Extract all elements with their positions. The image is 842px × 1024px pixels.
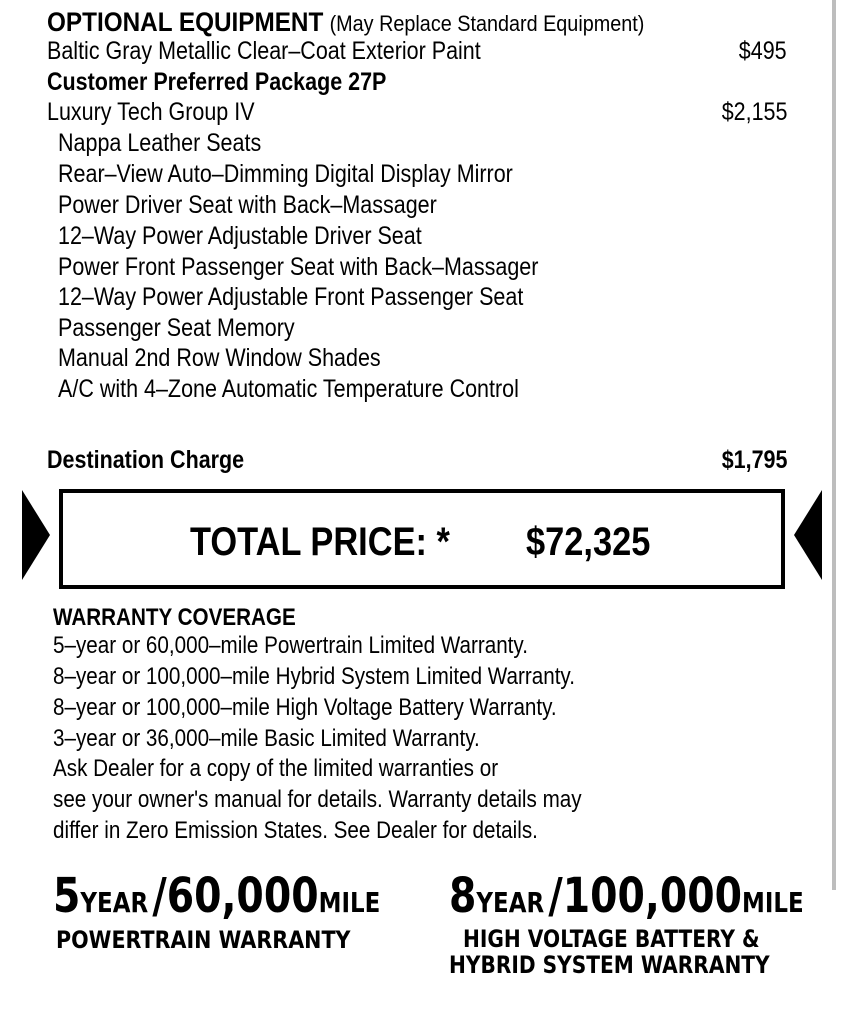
group-item: A/C with 4–Zone Automatic Temperature Control <box>58 375 519 403</box>
battery-warranty-caption-line1: HIGH VOLTAGE BATTERY & <box>463 925 760 953</box>
warranty-line: 8–year or 100,000–mile Hybrid System Limited Warranty. <box>53 663 575 690</box>
badge-mile-word: MILE <box>741 886 804 919</box>
group-price: $2,155 <box>721 98 787 126</box>
optional-equipment-subtitle: (May Replace Standard Equipment) <box>329 11 645 36</box>
group-item: Rear–View Auto–Dimming Digital Display Mirror <box>58 160 513 188</box>
badge-years: 5 <box>53 868 81 924</box>
group-item: Power Driver Seat with Back–Massager <box>58 191 437 219</box>
group-item: Nappa Leather Seats <box>58 129 262 157</box>
group-item: Power Front Passenger Seat with Back–Massager <box>58 253 539 281</box>
total-price-value: $72,325 <box>526 520 651 564</box>
badge-mile-word: MILE <box>318 886 381 919</box>
warranty-line: see your owner's manual for details. Warranty details may <box>53 786 582 813</box>
group-item: 12–Way Power Adjustable Driver Seat <box>58 222 422 250</box>
powertrain-warranty-caption: POWERTRAIN WARRANTY <box>56 926 351 954</box>
destination-charge-label: Destination Charge <box>47 446 245 474</box>
battery-warranty-caption-line2: HYBRID SYSTEM WARRANTY <box>449 951 770 979</box>
optional-equipment-header <box>47 7 711 39</box>
warranty-line: 3–year or 36,000–mile Basic Limited Warranty. <box>53 725 480 752</box>
optional-equipment-title: OPTIONAL EQUIPMENT <box>47 7 324 37</box>
powertrain-warranty-badge <box>53 868 452 924</box>
warranty-line: Ask Dealer for a copy of the limited warranties or <box>53 755 499 782</box>
battery-warranty-badge <box>449 868 842 924</box>
group-item: Passenger Seat Memory <box>58 314 295 342</box>
paint-option-price: $495 <box>739 37 787 65</box>
badge-year-word: YEAR <box>80 886 149 919</box>
warranty-line: 5–year or 60,000–mile Powertrain Limited Warranty. <box>53 632 528 659</box>
group-item: Manual 2nd Row Window Shades <box>58 344 381 372</box>
left-pointer-icon <box>22 490 50 580</box>
warranty-title: WARRANTY COVERAGE <box>53 604 296 631</box>
group-label: Luxury Tech Group IV <box>47 98 255 126</box>
badge-years: 8 <box>449 868 477 924</box>
badge-miles: /100,000 <box>548 868 742 924</box>
badge-year-word: YEAR <box>476 886 545 919</box>
group-item: 12–Way Power Adjustable Front Passenger Seat <box>58 283 524 311</box>
destination-charge-price: $1,795 <box>721 446 787 474</box>
total-price-label: TOTAL PRICE: * <box>190 520 450 564</box>
right-pointer-icon <box>794 490 822 580</box>
package-label: Customer Preferred Package 27P <box>47 68 387 96</box>
badge-miles: /60,000 <box>152 868 319 924</box>
page-edge-scrollbar <box>832 0 836 890</box>
warranty-line: differ in Zero Emission States. See Dealer for details. <box>53 817 538 844</box>
warranty-line: 8–year or 100,000–mile High Voltage Battery Warranty. <box>53 694 557 721</box>
paint-option-label: Baltic Gray Metallic Clear–Coat Exterior Paint <box>47 37 481 65</box>
